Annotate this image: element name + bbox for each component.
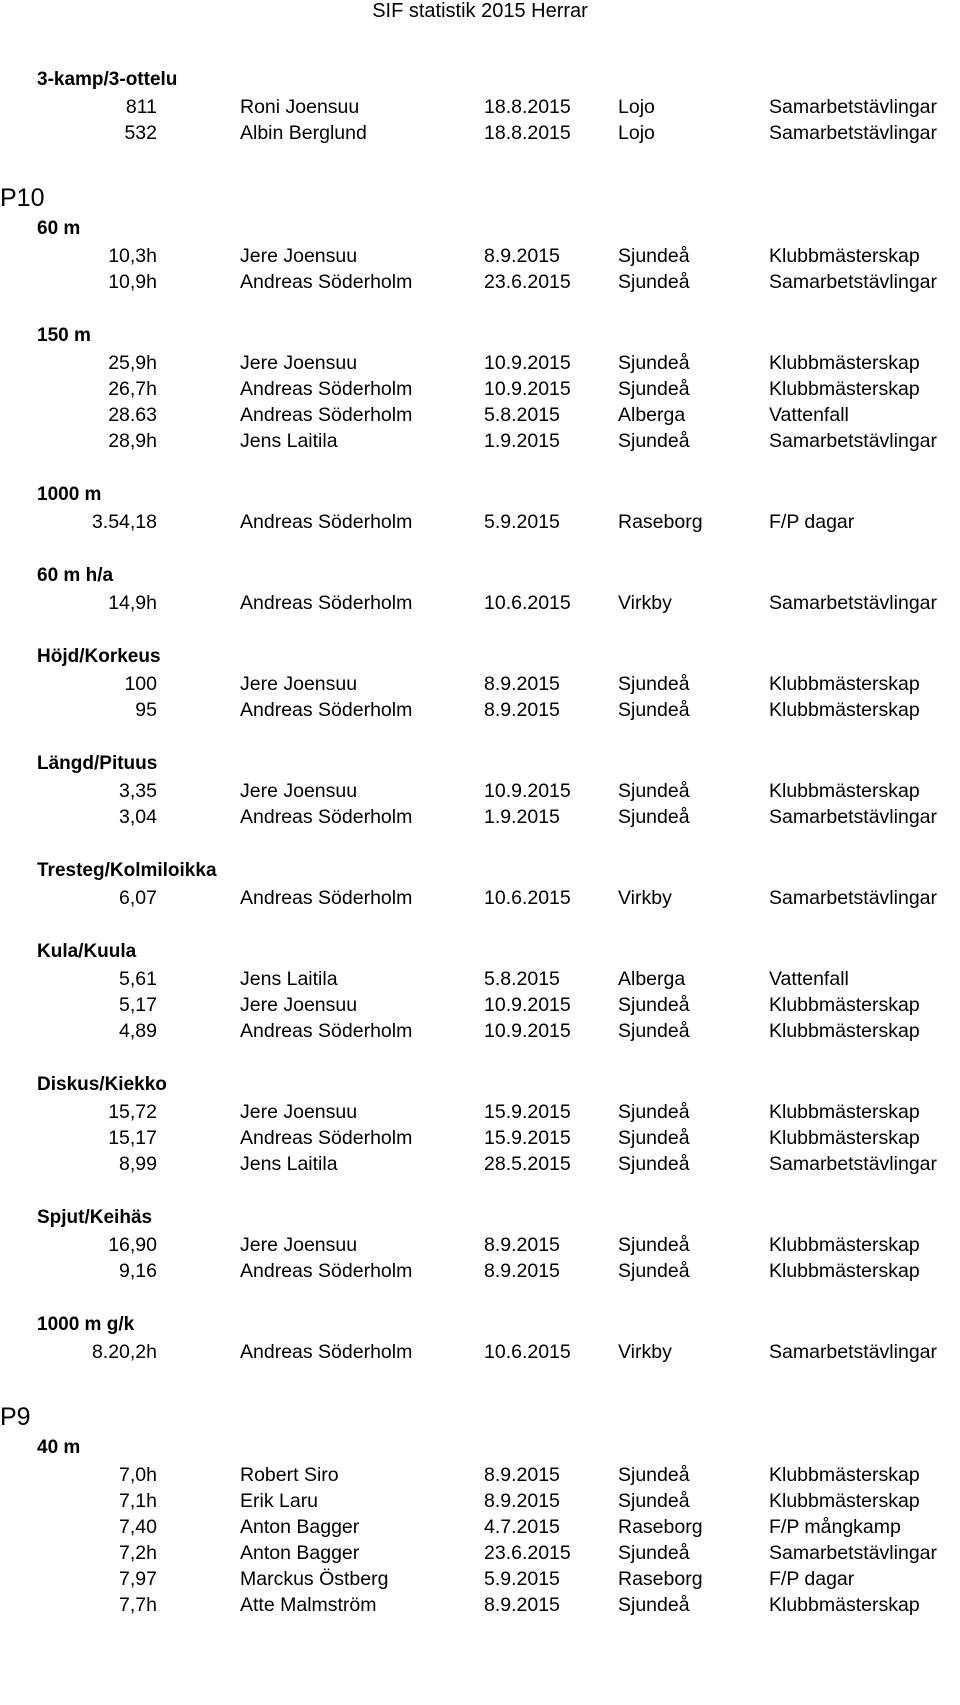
result-date: 4.7.2015 bbox=[484, 1516, 560, 1538]
result-value: 28,9h bbox=[108, 430, 157, 452]
competition-name: Samarbetstävlingar bbox=[769, 1542, 937, 1564]
result-row bbox=[0, 887, 960, 913]
result-row bbox=[0, 352, 960, 378]
age-group-heading: P10 bbox=[0, 184, 45, 212]
result-place: Virkby bbox=[618, 592, 672, 614]
result-date: 10.9.2015 bbox=[484, 1020, 571, 1042]
athlete-name: Andreas Söderholm bbox=[240, 806, 413, 828]
competition-name: Samarbetstävlingar bbox=[769, 592, 937, 614]
competition-name: Klubbmästerskap bbox=[769, 352, 920, 374]
result-row bbox=[0, 673, 960, 699]
athlete-name: Jens Laitila bbox=[240, 968, 338, 990]
result-row bbox=[0, 1341, 960, 1367]
event-title: Längd/Pituus bbox=[37, 753, 158, 774]
result-place: Sjundeå bbox=[618, 1464, 690, 1486]
result-date: 5.9.2015 bbox=[484, 1568, 560, 1590]
athlete-name: Andreas Söderholm bbox=[240, 1341, 413, 1363]
result-date: 10.9.2015 bbox=[484, 780, 571, 802]
result-row bbox=[0, 1234, 960, 1260]
athlete-name: Andreas Söderholm bbox=[240, 271, 413, 293]
result-row bbox=[0, 271, 960, 297]
result-place: Sjundeå bbox=[618, 806, 690, 828]
result-date: 8.9.2015 bbox=[484, 1234, 560, 1256]
athlete-name: Andreas Söderholm bbox=[240, 887, 413, 909]
result-place: Virkby bbox=[618, 887, 672, 909]
competition-name: Samarbetstävlingar bbox=[769, 430, 937, 452]
result-date: 5.8.2015 bbox=[484, 404, 560, 426]
result-value: 7,1h bbox=[119, 1490, 157, 1512]
result-value: 26,7h bbox=[108, 378, 157, 400]
competition-name: Klubbmästerskap bbox=[769, 1464, 920, 1486]
athlete-name: Jens Laitila bbox=[240, 430, 338, 452]
competition-name: Klubbmästerskap bbox=[769, 1490, 920, 1512]
result-place: Alberga bbox=[618, 404, 686, 426]
result-value: 25,9h bbox=[108, 352, 157, 374]
result-date: 28.5.2015 bbox=[484, 1153, 571, 1175]
result-value: 16,90 bbox=[108, 1234, 157, 1256]
result-date: 23.6.2015 bbox=[484, 1542, 571, 1564]
result-row bbox=[0, 378, 960, 404]
result-date: 18.8.2015 bbox=[484, 96, 571, 118]
event-title: 1000 m bbox=[37, 484, 102, 505]
result-date: 18.8.2015 bbox=[484, 122, 571, 144]
result-row bbox=[0, 1490, 960, 1516]
result-place: Raseborg bbox=[618, 511, 703, 533]
result-row bbox=[0, 806, 960, 832]
result-date: 8.9.2015 bbox=[484, 1464, 560, 1486]
result-row bbox=[0, 430, 960, 456]
competition-name: Klubbmästerskap bbox=[769, 1594, 920, 1616]
result-date: 5.8.2015 bbox=[484, 968, 560, 990]
result-row bbox=[0, 1127, 960, 1153]
result-value: 100 bbox=[124, 673, 157, 695]
result-value: 10,3h bbox=[108, 245, 157, 267]
result-row bbox=[0, 1260, 960, 1286]
result-date: 8.9.2015 bbox=[484, 1260, 560, 1282]
event-title: Tresteg/Kolmiloikka bbox=[37, 860, 217, 881]
result-value: 811 bbox=[125, 96, 157, 118]
event-title: Diskus/Kiekko bbox=[37, 1074, 167, 1095]
result-value: 9,16 bbox=[119, 1260, 157, 1282]
athlete-name: Andreas Söderholm bbox=[240, 1260, 413, 1282]
competition-name: Klubbmästerskap bbox=[769, 780, 920, 802]
result-value: 28.63 bbox=[108, 404, 157, 426]
result-value: 4,89 bbox=[119, 1020, 157, 1042]
competition-name: Klubbmästerskap bbox=[769, 1260, 920, 1282]
competition-name: Klubbmästerskap bbox=[769, 1127, 920, 1149]
athlete-name: Roni Joensuu bbox=[240, 96, 360, 118]
age-group-heading: P9 bbox=[0, 1403, 31, 1431]
result-value: 5,17 bbox=[119, 994, 157, 1016]
result-place: Sjundeå bbox=[618, 673, 690, 695]
result-place: Sjundeå bbox=[618, 352, 690, 374]
competition-name: Samarbetstävlingar bbox=[769, 122, 937, 144]
result-row bbox=[0, 245, 960, 271]
competition-name: Klubbmästerskap bbox=[769, 699, 920, 721]
result-place: Sjundeå bbox=[618, 994, 690, 1016]
competition-name: Samarbetstävlingar bbox=[769, 271, 937, 293]
athlete-name: Andreas Söderholm bbox=[240, 1127, 413, 1149]
competition-name: Samarbetstävlingar bbox=[769, 1341, 937, 1363]
athlete-name: Erik Laru bbox=[240, 1490, 319, 1512]
athlete-name: Anton Bagger bbox=[240, 1542, 360, 1564]
result-value: 95 bbox=[135, 699, 157, 721]
competition-name: Vattenfall bbox=[769, 404, 849, 426]
competition-name: Klubbmästerskap bbox=[769, 1101, 920, 1123]
result-place: Sjundeå bbox=[618, 1542, 690, 1564]
event-title: Kula/Kuula bbox=[37, 941, 137, 962]
result-row bbox=[0, 1542, 960, 1568]
athlete-name: Andreas Söderholm bbox=[240, 378, 413, 400]
competition-name: Klubbmästerskap bbox=[769, 245, 920, 267]
athlete-name: Jere Joensuu bbox=[240, 1234, 358, 1256]
competition-name: Samarbetstävlingar bbox=[769, 887, 937, 909]
result-place: Sjundeå bbox=[618, 1234, 690, 1256]
competition-name: Samarbetstävlingar bbox=[769, 96, 937, 118]
athlete-name: Marckus Östberg bbox=[240, 1568, 389, 1590]
result-date: 15.9.2015 bbox=[484, 1127, 571, 1149]
result-row bbox=[0, 1020, 960, 1046]
competition-name: Vattenfall bbox=[769, 968, 849, 990]
result-date: 8.9.2015 bbox=[484, 699, 560, 721]
result-place: Sjundeå bbox=[618, 1594, 690, 1616]
athlete-name: Andreas Söderholm bbox=[240, 511, 413, 533]
result-date: 10.6.2015 bbox=[484, 592, 571, 614]
result-row bbox=[0, 404, 960, 430]
result-place: Sjundeå bbox=[618, 1020, 690, 1042]
result-row bbox=[0, 122, 960, 148]
result-value: 532 bbox=[124, 122, 157, 144]
result-row bbox=[0, 592, 960, 618]
result-value: 7,97 bbox=[119, 1568, 157, 1590]
result-value: 5,61 bbox=[119, 968, 157, 990]
result-date: 10.9.2015 bbox=[484, 994, 571, 1016]
result-place: Sjundeå bbox=[618, 1260, 690, 1282]
competition-name: Klubbmästerskap bbox=[769, 1020, 920, 1042]
result-value: 8,99 bbox=[119, 1153, 157, 1175]
result-place: Sjundeå bbox=[618, 780, 690, 802]
result-place: Sjundeå bbox=[618, 245, 690, 267]
competition-name: F/P dagar bbox=[769, 511, 855, 533]
result-place: Sjundeå bbox=[618, 1153, 690, 1175]
athlete-name: Andreas Söderholm bbox=[240, 404, 413, 426]
event-title: 150 m bbox=[37, 325, 91, 346]
event-title: Höjd/Korkeus bbox=[37, 646, 161, 667]
result-row bbox=[0, 1153, 960, 1179]
result-row bbox=[0, 1464, 960, 1490]
athlete-name: Atte Malmström bbox=[240, 1594, 377, 1616]
competition-name: Samarbetstävlingar bbox=[769, 1153, 937, 1175]
athlete-name: Jere Joensuu bbox=[240, 1101, 358, 1123]
athlete-name: Andreas Söderholm bbox=[240, 1020, 413, 1042]
result-date: 10.6.2015 bbox=[484, 1341, 571, 1363]
result-date: 8.9.2015 bbox=[484, 245, 560, 267]
competition-name: Samarbetstävlingar bbox=[769, 806, 937, 828]
athlete-name: Anton Bagger bbox=[240, 1516, 360, 1538]
competition-name: F/P dagar bbox=[769, 1568, 855, 1590]
result-row bbox=[0, 780, 960, 806]
result-date: 23.6.2015 bbox=[484, 271, 571, 293]
result-place: Raseborg bbox=[618, 1516, 703, 1538]
result-place: Sjundeå bbox=[618, 1490, 690, 1512]
result-date: 8.9.2015 bbox=[484, 1594, 560, 1616]
result-place: Sjundeå bbox=[618, 1101, 690, 1123]
result-value: 10,9h bbox=[108, 271, 157, 293]
result-place: Raseborg bbox=[618, 1568, 703, 1590]
result-value: 3.54,18 bbox=[91, 511, 157, 533]
result-date: 10.9.2015 bbox=[484, 378, 571, 400]
result-row bbox=[0, 1594, 960, 1620]
result-date: 5.9.2015 bbox=[484, 511, 560, 533]
result-place: Sjundeå bbox=[618, 378, 690, 400]
event-title: 40 m bbox=[37, 1437, 81, 1458]
result-place: Sjundeå bbox=[618, 271, 690, 293]
page-header-title: SIF statistik 2015 Herrar bbox=[372, 0, 588, 22]
result-date: 8.9.2015 bbox=[484, 1490, 560, 1512]
result-value: 14,9h bbox=[108, 592, 157, 614]
result-value: 15,17 bbox=[108, 1127, 157, 1149]
result-value: 15,72 bbox=[108, 1101, 157, 1123]
result-place: Sjundeå bbox=[618, 699, 690, 721]
result-date: 15.9.2015 bbox=[484, 1101, 571, 1123]
result-row bbox=[0, 699, 960, 725]
result-row bbox=[0, 1516, 960, 1542]
event-title: 1000 m g/k bbox=[37, 1314, 135, 1335]
result-value: 7,2h bbox=[119, 1542, 157, 1564]
result-value: 7,40 bbox=[119, 1516, 157, 1538]
athlete-name: Jere Joensuu bbox=[240, 780, 358, 802]
athlete-name: Jens Laitila bbox=[240, 1153, 338, 1175]
result-date: 10.9.2015 bbox=[484, 352, 571, 374]
result-place: Lojo bbox=[618, 122, 655, 144]
result-place: Alberga bbox=[618, 968, 686, 990]
athlete-name: Robert Siro bbox=[240, 1464, 339, 1486]
result-place: Lojo bbox=[618, 96, 655, 118]
athlete-name: Andreas Söderholm bbox=[240, 699, 413, 721]
event-title: 3-kamp/3-ottelu bbox=[37, 69, 178, 90]
event-title: 60 m h/a bbox=[37, 565, 114, 586]
athlete-name: Albin Berglund bbox=[240, 122, 367, 144]
result-date: 10.6.2015 bbox=[484, 887, 571, 909]
result-row bbox=[0, 1568, 960, 1594]
result-row bbox=[0, 511, 960, 537]
result-value: 7,7h bbox=[119, 1594, 157, 1616]
result-date: 1.9.2015 bbox=[484, 806, 560, 828]
competition-name: Klubbmästerskap bbox=[769, 378, 920, 400]
result-value: 8.20,2h bbox=[91, 1341, 157, 1363]
result-value: 3,35 bbox=[119, 780, 157, 802]
event-title: Spjut/Keihäs bbox=[37, 1207, 153, 1228]
competition-name: Klubbmästerskap bbox=[769, 994, 920, 1016]
result-place: Sjundeå bbox=[618, 1127, 690, 1149]
athlete-name: Jere Joensuu bbox=[240, 994, 358, 1016]
result-row bbox=[0, 96, 960, 122]
result-row bbox=[0, 968, 960, 994]
result-value: 6,07 bbox=[119, 887, 157, 909]
result-row bbox=[0, 1101, 960, 1127]
result-value: 7,0h bbox=[119, 1464, 157, 1486]
result-date: 1.9.2015 bbox=[484, 430, 560, 452]
result-row bbox=[0, 994, 960, 1020]
result-place: Sjundeå bbox=[618, 430, 690, 452]
athlete-name: Jere Joensuu bbox=[240, 673, 358, 695]
result-date: 8.9.2015 bbox=[484, 673, 560, 695]
result-place: Virkby bbox=[618, 1341, 672, 1363]
result-value: 3,04 bbox=[119, 806, 157, 828]
competition-name: Klubbmästerskap bbox=[769, 673, 920, 695]
athlete-name: Andreas Söderholm bbox=[240, 592, 413, 614]
competition-name: F/P mångkamp bbox=[769, 1516, 901, 1538]
athlete-name: Jere Joensuu bbox=[240, 352, 358, 374]
event-title: 60 m bbox=[37, 218, 81, 239]
athlete-name: Jere Joensuu bbox=[240, 245, 358, 267]
competition-name: Klubbmästerskap bbox=[769, 1234, 920, 1256]
